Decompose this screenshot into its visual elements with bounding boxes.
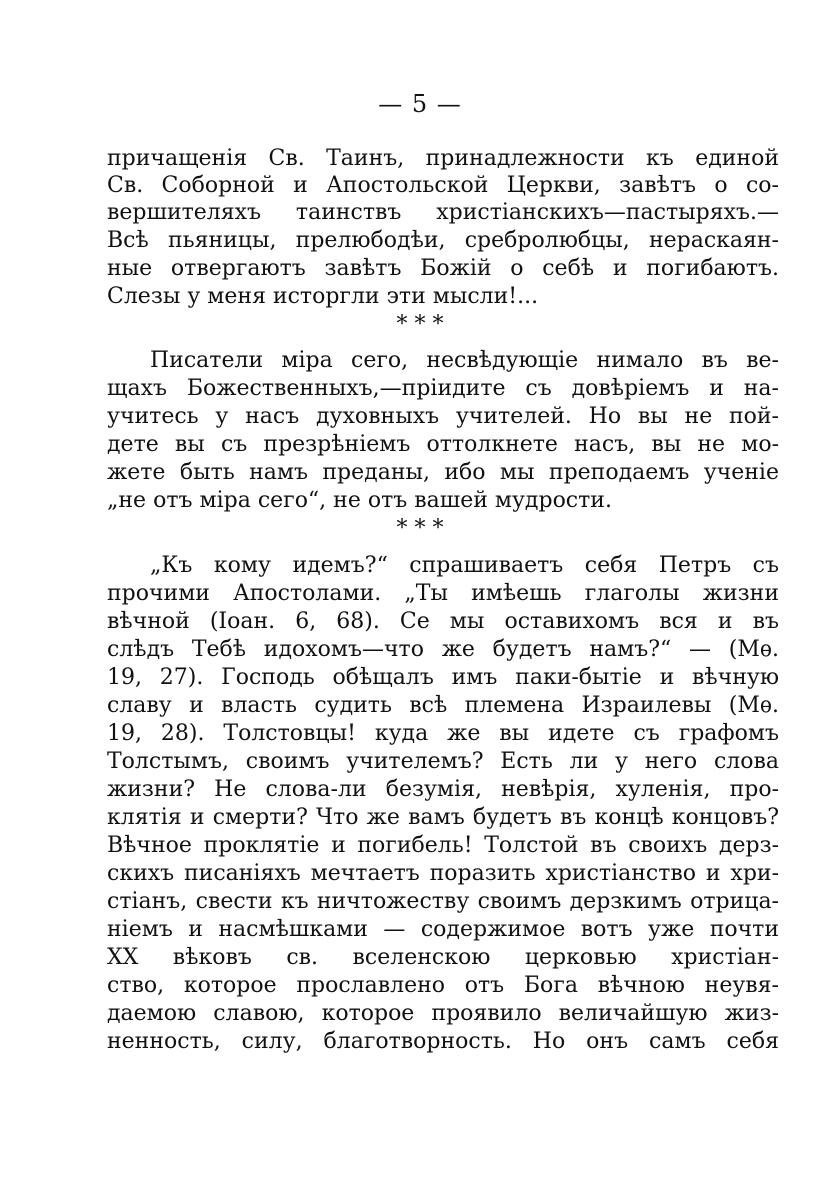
section-separator: * * * bbox=[396, 516, 444, 541]
section-separator: * * * bbox=[396, 312, 444, 337]
text-line: Толстымъ, своимъ учителемъ? Есть ли у него слова bbox=[107, 749, 779, 774]
page-number: — 5 — bbox=[378, 90, 462, 118]
text-line: скихъ писаніяхъ мечтаетъ поразить христіанство и хри- bbox=[107, 861, 779, 886]
text-line: щахъ Божественныхъ,—пріидите съ довѣріемъ и на- bbox=[107, 376, 779, 401]
text-line: даемою славою, которое проявило величайшую жиз- bbox=[107, 1001, 779, 1026]
text-line: 19, 28). Толстовцы! куда же вы идете съ графомъ bbox=[107, 721, 779, 746]
text-line: ство, которое прославлено отъ Бога вѣчною неувя- bbox=[107, 973, 779, 998]
text-line: XX вѣковъ св. вселенскою церковью христіан- bbox=[107, 945, 779, 970]
text-line: 19, 27). Господь обѣщалъ имъ паки-бытіе и вѣчную bbox=[107, 665, 779, 690]
text-line: ненность, силу, благотворность. Но онъ самъ себя bbox=[107, 1029, 779, 1054]
text-line: стіанъ, свести къ ничтожеству своимъ дерзкимъ отрица- bbox=[107, 889, 779, 914]
text-line: жете быть намъ преданы, ибо мы преподаемъ ученіе bbox=[107, 460, 779, 485]
text-line: дете вы съ презрѣніемъ оттолкнете насъ, вы не мо- bbox=[107, 432, 779, 457]
text-line: прочими Апостолами. „Ты имѣешь глаголы жизни bbox=[107, 581, 779, 606]
text-line: „не отъ міра сего“, не отъ вашей мудрости. bbox=[107, 488, 612, 513]
text-line: Слезы у меня исторгли эти мысли!... bbox=[107, 284, 539, 309]
text-line: жизни? Не слова-ли безумія, невѣрія, хуленія, про- bbox=[107, 777, 779, 802]
text-line: вершителяхъ таинствъ христіанскихъ—пастыряхъ.— bbox=[107, 200, 779, 225]
text-line: славу и власть судить всѣ племена Израилевы (Мѳ. bbox=[107, 693, 779, 718]
text-line: клятія и смерти? Что же вамъ будетъ въ концѣ концовъ? bbox=[107, 805, 779, 830]
text-line: Всѣ пьяницы, прелюбодѣи, сребролюбцы, нераскаян- bbox=[107, 228, 779, 253]
text-line: слѣдъ Тебѣ идохомъ—что же будетъ намъ?“ — (Мѳ. bbox=[107, 637, 779, 662]
text-line: ные отвергаютъ завѣтъ Божій о себѣ и погибаютъ. bbox=[107, 256, 779, 281]
text-line: ніемъ и насмѣшками — содержимое вотъ уже почти bbox=[107, 917, 779, 942]
text-line: Св. Соборной и Апостольской Церкви, завѣтъ о со- bbox=[107, 173, 779, 198]
text-line: Вѣчное проклятіе и погибель! Толстой въ своихъ дерз- bbox=[107, 833, 779, 858]
text-line: причащенія Св. Таинъ, принадлежности къ единой bbox=[107, 146, 779, 171]
text-line: учитесь у насъ духовныхъ учителей. Но вы не пой- bbox=[107, 404, 779, 429]
text-line: вѣчной (Іоан. 6, 68). Се мы оставихомъ вся и въ bbox=[107, 609, 779, 634]
text-line: „Къ кому идемъ?“ спрашиваетъ себя Петръ съ bbox=[150, 553, 779, 578]
text-line: Писатели міра сего, несвѣдующіе нимало въ ве- bbox=[150, 348, 779, 373]
